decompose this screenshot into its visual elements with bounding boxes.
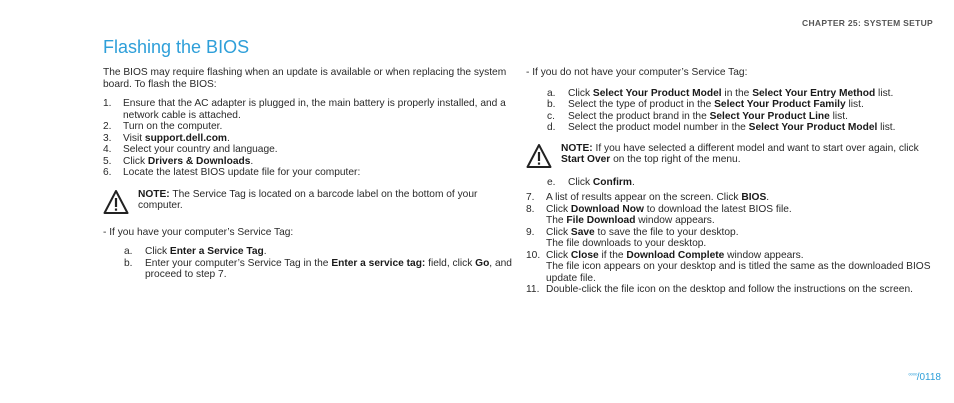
item-number: d. [547, 122, 556, 133]
note-bold: Start Over [561, 154, 611, 165]
item-text [568, 88, 936, 100]
item-number: 4. [103, 144, 112, 155]
list-item [526, 250, 936, 285]
text: list. [845, 99, 864, 110]
list-item [103, 167, 515, 179]
warning-icon [526, 143, 552, 169]
item-number: 11. [526, 284, 540, 295]
item-text [546, 227, 936, 239]
item-continuation [546, 261, 936, 284]
chapter-header: CHAPTER 25: SYSTEM SETUP [802, 18, 933, 28]
item-text [546, 192, 936, 204]
text: . [263, 246, 267, 257]
item-text [568, 99, 936, 111]
item-text [145, 258, 515, 281]
list-item [526, 284, 936, 296]
bold-text: Drivers & Downloads [147, 155, 251, 167]
bold-text: Enter a Service Tag [169, 246, 264, 257]
item-number: 5. [103, 155, 112, 167]
list-item [103, 144, 515, 156]
note-start-over [526, 143, 936, 171]
item-text [546, 284, 936, 296]
item-text [123, 167, 515, 179]
item-continuation [546, 238, 936, 250]
page-number-text: /0118 [916, 372, 941, 383]
bold-text: support.dell.com [144, 132, 227, 144]
bold-text: Enter a service tag: [331, 257, 426, 269]
text: Locate the latest BIOS update file for your computer: [123, 167, 361, 178]
note-label: NOTE: [138, 188, 170, 200]
text: list. [877, 122, 896, 133]
sub-list-item [547, 99, 936, 111]
list-item [103, 98, 515, 121]
text: Enter your computer’s Service Tag in the [145, 257, 332, 269]
text: Select the type of product in the [568, 99, 715, 110]
bold-text: Confirm [592, 176, 632, 188]
text: Visit [123, 132, 145, 144]
bold-text: Download Complete [626, 249, 725, 261]
page-dots: ◦◦◦◦ [907, 369, 917, 379]
item-text [145, 246, 515, 258]
sub-list-item [547, 177, 936, 189]
item-number: a. [124, 246, 133, 257]
item-number: 3. [103, 132, 112, 144]
sub-list-item [124, 246, 515, 258]
note-service-tag [103, 189, 515, 217]
text: Ensure that the AC adapter is plugged in, the main battery is properly installed, and a network cable is attached. [123, 98, 506, 121]
text: Click [546, 249, 571, 261]
text: A list of results appear on the screen. Click [546, 192, 742, 203]
item-number: 2. [103, 121, 112, 132]
no-tag-heading: - If you do not have your computer’s Service Tag: [526, 67, 748, 78]
item-number: b. [547, 99, 556, 110]
text: window appears. [635, 215, 715, 226]
item-number: 10. [526, 249, 541, 261]
text: list. [829, 110, 848, 122]
text: . [766, 192, 770, 203]
list-item [103, 156, 515, 168]
page-number [908, 369, 941, 383]
substeps-list-right [526, 88, 936, 134]
bold-text: Select Your Entry Method [752, 87, 876, 99]
text: if the [598, 249, 627, 261]
text: Click [546, 226, 571, 238]
item-number: 9. [526, 226, 535, 238]
note-text: If you have selected a different model and want to start over again, click [592, 142, 919, 154]
item-text [123, 144, 515, 156]
list-item [103, 133, 515, 145]
text: Turn on the computer. [123, 121, 223, 132]
text: Click [123, 155, 148, 167]
text: , and proceed to step 7. [145, 257, 512, 280]
item-number: 1. [103, 98, 112, 109]
text: Click [568, 176, 593, 188]
item-text [123, 98, 515, 121]
substeps-list-left [103, 246, 515, 281]
text: The file downloads to your desktop. [546, 238, 707, 249]
text: Select the product brand in the [568, 110, 710, 122]
text: Select the product model number in the [568, 122, 749, 133]
text: Click [546, 203, 571, 215]
list-item [526, 192, 936, 204]
item-text [546, 250, 936, 262]
steps-list-left [103, 98, 515, 179]
item-continuation [546, 215, 936, 227]
text: field, click [425, 257, 476, 269]
text: The file icon appears on your desktop and is titled the same as the downloaded BIOS update file. [546, 261, 931, 284]
text: to download the latest BIOS file. [643, 203, 792, 215]
list-item [526, 227, 936, 250]
item-text [123, 133, 515, 145]
text: Double-click the file icon on the desktop and follow the instructions on the screen. [546, 284, 913, 295]
bold-text: Select Your Product Model [748, 122, 878, 133]
item-number: e. [547, 176, 556, 188]
bold-text: Save [570, 226, 595, 238]
text: Click [145, 246, 170, 257]
steps-list-right [526, 192, 936, 296]
bold-text: Go [475, 257, 490, 269]
intro-paragraph: The BIOS may require flashing when an update is available or when replacing the system board. To flash the BIOS: [103, 67, 507, 90]
bold-text: BIOS [741, 192, 767, 203]
sub-list-item [547, 122, 936, 134]
bold-text: Select Your Product Line [709, 110, 830, 122]
item-number: 6. [103, 167, 112, 178]
text: to save the file to your desktop. [594, 226, 739, 238]
sub-list-item [547, 88, 936, 100]
bold-text: Download Now [570, 203, 644, 215]
bold-text: Select Your Product Family [714, 99, 846, 110]
item-number: c. [547, 110, 555, 122]
text: . [250, 155, 254, 167]
note-label: NOTE: [561, 142, 593, 154]
page-title: Flashing the BIOS [103, 37, 250, 57]
item-number: 7. [526, 192, 535, 203]
list-item [103, 121, 515, 133]
item-text [568, 177, 936, 189]
bold-text: File Download [566, 215, 636, 226]
substep-e [526, 177, 936, 189]
item-text [568, 111, 936, 123]
sub-list-item [547, 111, 936, 123]
text: Click [568, 87, 593, 99]
bold-text: Select Your Product Model [592, 87, 722, 99]
left-column [103, 67, 515, 281]
item-text [123, 156, 515, 168]
bold-text: Close [570, 249, 599, 261]
text: The [546, 215, 567, 226]
note-text-end: on the top right of the menu. [610, 154, 741, 165]
text: . [226, 132, 230, 144]
item-text [568, 122, 936, 134]
text: in the [721, 87, 753, 99]
item-number: b. [124, 257, 133, 269]
text: . [631, 176, 635, 188]
text: Select your country and language. [123, 144, 278, 155]
have-tag-heading: - If you have your computer’s Service Tag: [103, 226, 294, 238]
item-text [123, 121, 515, 133]
item-number: 8. [526, 203, 535, 215]
text: window appears. [724, 249, 804, 261]
item-number: a. [547, 87, 556, 99]
note-text: The Service Tag is located on a barcode label on the bottom of your computer. [138, 188, 478, 211]
right-column [526, 67, 936, 296]
warning-icon [103, 189, 129, 215]
text: list. [875, 87, 894, 99]
sub-list-item [124, 258, 515, 281]
list-item [526, 204, 936, 227]
item-text [546, 204, 936, 216]
